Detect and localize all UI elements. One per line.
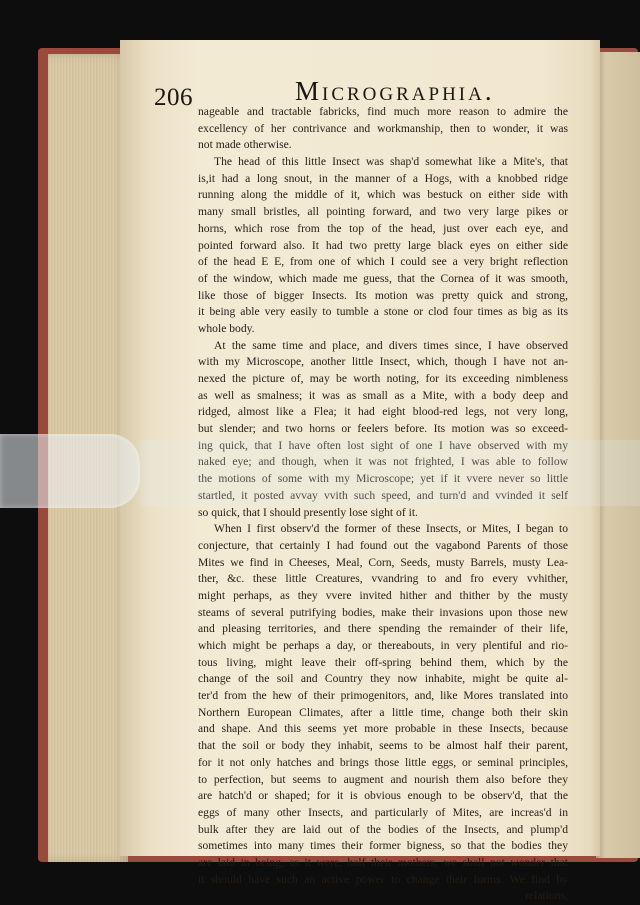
text-line: horns, which rose from the top of the head, just over each eye, and: [198, 221, 568, 235]
text-line: might perhaps, as they vvere invited hither and thither by the musty: [198, 588, 568, 602]
text-line: are hatch'd or shaped; for it is obvious enough to be observ'd, that the: [198, 789, 568, 803]
text-line: nexed the picture of, may be worth noting, for its exceeding nimbleness: [198, 372, 568, 385]
text-line: nageable and tractable fabricks, find much more reason to admire the: [198, 105, 568, 118]
text-line: whole body.: [198, 321, 255, 335]
text-line: are laid in being, as it were, half their mothers, we shall not wonder that: [198, 855, 568, 869]
text-line: ing quick, that I have often lost sight of one I have observed with my: [198, 438, 568, 452]
bookmark-strip-left: [0, 434, 140, 508]
text-line: is,it had a long snout, in the manner of a Hogs, with a knobbed ridge: [198, 171, 568, 185]
text-line: excellency of her contrivance and workmanship, then to wonder, it was: [198, 121, 568, 135]
text-line: to perfection, but seems to augment and nourish them also before they: [198, 772, 568, 786]
text-line: ter'd from the hew of their primogenitors, and, like Mores translated into: [198, 689, 568, 703]
text-line: ridged, almost like a Flea; it had eight blood-red legs, not very long,: [198, 405, 568, 419]
text-line: as well as smalness; it was as small as a Mite, with a body deep and: [198, 388, 568, 402]
text-line: of the head E E, from one of which I could see a very bright reflection: [198, 255, 568, 269]
text-line: that the soil or body they inhabit, seems to be almost half their parent,: [198, 739, 568, 753]
text-line: so quick, that I should presently lose sight of it.: [198, 505, 418, 519]
text-line: not made otherwise.: [198, 138, 292, 152]
text-line: many small bristles, all pointing forward, and two very large pikes or: [198, 205, 568, 219]
text-line: change of the soil and Country they now inhabite, might be quite al-: [198, 672, 568, 686]
text-line: When I first observ'd the former of these Insects, or Mites, I began to: [214, 522, 568, 536]
text-line: The head of this little Insect was shap'd somewhat like a Mite's, that: [214, 155, 568, 169]
text-line: ther, &c. these little Creatures, vvandring to and fro every vvhither,: [198, 572, 568, 586]
text-line: it being able very easily to tumble a stone or clod four times as big as its: [198, 305, 568, 319]
running-head: Micrographia.: [295, 76, 495, 106]
text-line: conjecture, that certainly I had found out the vagabond Parents of those: [198, 538, 568, 552]
text-line: of the window, which made me guess, that the Cornea of it was smooth,: [198, 271, 568, 285]
text-line: the motions of some with my Microscope; yet if it vvere never so little: [198, 472, 568, 486]
text-line: Northern European Climates, after a little time, change both their skin: [198, 705, 568, 719]
text-line: startled, it posted avvay vvith such speed, and turn'd and vvinded it self: [198, 488, 568, 502]
text-line: it should have such an active power to change their forms. We find by: [198, 872, 568, 886]
text-line: pointed forward also. It had two pretty large black eyes on either side: [198, 238, 568, 252]
text-line: sometimes into many times their former bigness, so that the bodies they: [198, 839, 568, 853]
text-line: with my Microscope, another little Insect, which, though I have not an-: [198, 355, 568, 369]
text-line: like those of bigger Insects. Its motion was pretty quick and strong,: [198, 288, 568, 302]
text-line: eggs of many other Insects, and particularly of Mites, are increas'd in: [198, 805, 568, 819]
bookmark-strip: [140, 440, 640, 506]
text-line: tous living, might leave their off-spring behind them, which by the: [198, 655, 568, 669]
text-line: running along the middle of it, which was bestuck on either side with: [198, 188, 568, 202]
text-line: but slender; and two horns or feelers before. Its motion was so exceed-: [198, 422, 568, 436]
text-line: for it not only hatches and brings those little eggs, or seminal principles,: [198, 755, 568, 769]
text-line: and shape. And this seems yet more probable in these Insects, because: [198, 722, 568, 736]
text-line: At the same time and place, and divers times since, I have observed: [214, 338, 568, 352]
text-line: bulk after they are laid out of the bodies of the Insects, and plump'd: [198, 822, 568, 836]
text-line: Mites we find in Cheeses, Meal, Corn, Seeds, musty Barrels, musty Lea-: [198, 555, 568, 569]
text-line: steams of several putrifying bodies, make their invasions upon those new: [198, 605, 568, 619]
text-line: which might be perhaps a day, or thereabouts, in very plentiful and rio-: [198, 639, 568, 652]
page-number: 206: [154, 84, 193, 111]
text-line: and pleasing territories, and there spending the remainder of their life,: [198, 622, 568, 636]
text-line: relations,: [525, 889, 568, 903]
text-line: naked eye; and though, when it was not frighted, I was able to follow: [198, 455, 568, 469]
